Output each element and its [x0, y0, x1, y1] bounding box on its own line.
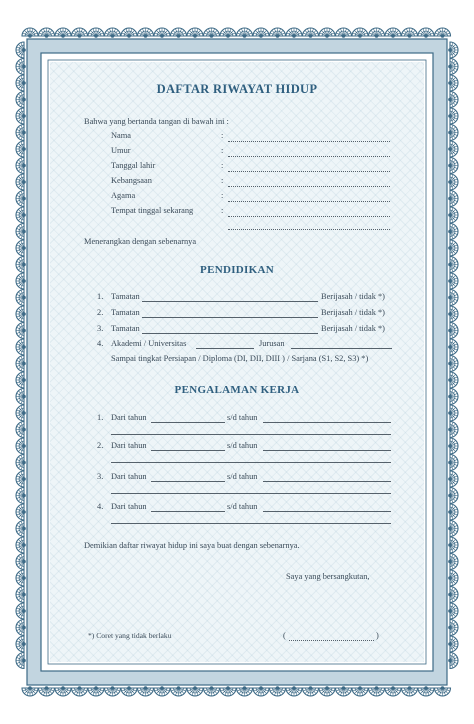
education-school-field[interactable]: [142, 317, 318, 318]
academy-name-field[interactable]: [196, 348, 254, 349]
work-from-year-field[interactable]: [151, 511, 225, 512]
education-certificate-note: Berijasah / tidak *): [321, 324, 385, 333]
academy-level-text: Sampai tingkat Persiapan / Diploma (DI, DII, DIII ) / Sarjana (S1, S2, S3) *): [111, 354, 369, 363]
page-title: DAFTAR RIWAYAT HIDUP: [156, 82, 318, 96]
work-from-year-field[interactable]: [151, 481, 225, 482]
major-field[interactable]: [291, 348, 392, 349]
work-to-year-field[interactable]: [263, 450, 391, 451]
nationality-field[interactable]: [228, 186, 390, 187]
work-from-label: Dari tahun: [111, 441, 147, 450]
list-number: 1.: [97, 292, 104, 301]
field-colon: :: [221, 161, 224, 170]
intro-text: Bahwa yang bertanda tangan di bawah ini :: [84, 117, 229, 126]
list-number: 2.: [97, 441, 104, 450]
work-description-field[interactable]: [111, 462, 391, 463]
work-from-year-field[interactable]: [151, 422, 225, 423]
field-colon: :: [221, 176, 224, 185]
major-label: Jurusan: [259, 339, 285, 348]
work-from-year-field[interactable]: [151, 450, 225, 451]
education-heading: PENDIDIKAN: [200, 264, 274, 276]
work-description-field[interactable]: [111, 493, 391, 494]
work-to-label: s/d tahun: [227, 472, 258, 481]
work-from-label: Dari tahun: [111, 502, 147, 511]
field-colon: :: [221, 191, 224, 200]
education-label: Tamatan: [111, 324, 140, 333]
list-number: 3.: [97, 324, 104, 333]
field-label-address: Tempat tinggal sekarang: [111, 206, 194, 215]
work-to-year-field[interactable]: [263, 511, 391, 512]
birthdate-field[interactable]: [228, 171, 390, 172]
work-to-label: s/d tahun: [227, 441, 258, 450]
list-number: 4.: [97, 339, 104, 348]
address-field[interactable]: [228, 216, 390, 217]
work-to-year-field[interactable]: [263, 422, 391, 423]
academy-label: Akademi / Universitas: [111, 339, 187, 348]
signature-name-field[interactable]: [289, 640, 374, 641]
work-from-label: Dari tahun: [111, 472, 147, 481]
signature-close-paren: ): [376, 631, 379, 640]
field-colon: :: [221, 131, 224, 140]
education-label: Tamatan: [111, 292, 140, 301]
field-label-nationality: Kebangsaan: [111, 176, 152, 185]
work-to-year-field[interactable]: [263, 481, 391, 482]
religion-field[interactable]: [228, 201, 390, 202]
list-number: 1.: [97, 413, 104, 422]
field-label-birthdate: Tanggal lahir: [111, 161, 156, 170]
signature-label: Saya yang bersangkutan,: [286, 572, 370, 581]
education-label: Tamatan: [111, 308, 140, 317]
work-to-label: s/d tahun: [227, 502, 258, 511]
field-label-age: Umur: [111, 146, 131, 155]
work-description-field[interactable]: [111, 523, 391, 524]
education-certificate-note: Berijasah / tidak *): [321, 308, 385, 317]
education-school-field[interactable]: [142, 301, 318, 302]
work-description-field[interactable]: [111, 434, 391, 435]
name-field[interactable]: [228, 141, 390, 142]
education-school-field[interactable]: [142, 333, 318, 334]
list-number: 2.: [97, 308, 104, 317]
address-field-line-2[interactable]: [228, 229, 390, 230]
list-number: 3.: [97, 472, 104, 481]
education-certificate-note: Berijasah / tidak *): [321, 292, 385, 301]
work-from-label: Dari tahun: [111, 413, 147, 422]
work-to-label: s/d tahun: [227, 413, 258, 422]
age-field[interactable]: [228, 156, 390, 157]
field-label-religion: Agama: [111, 191, 136, 200]
field-label-name: Nama: [111, 131, 131, 140]
list-number: 4.: [97, 502, 104, 511]
footnote: *) Coret yang tidak berlaku: [88, 631, 172, 640]
declaration-text: Menerangkan dengan sebenarnya: [84, 237, 197, 246]
work-experience-heading: PENGALAMAN KERJA: [174, 384, 300, 396]
field-colon: :: [221, 206, 224, 215]
field-colon: :: [221, 146, 224, 155]
closing-statement: Demikian daftar riwayat hidup ini saya buat dengan sebenarnya.: [84, 541, 300, 550]
signature-open-paren: (: [283, 631, 286, 640]
